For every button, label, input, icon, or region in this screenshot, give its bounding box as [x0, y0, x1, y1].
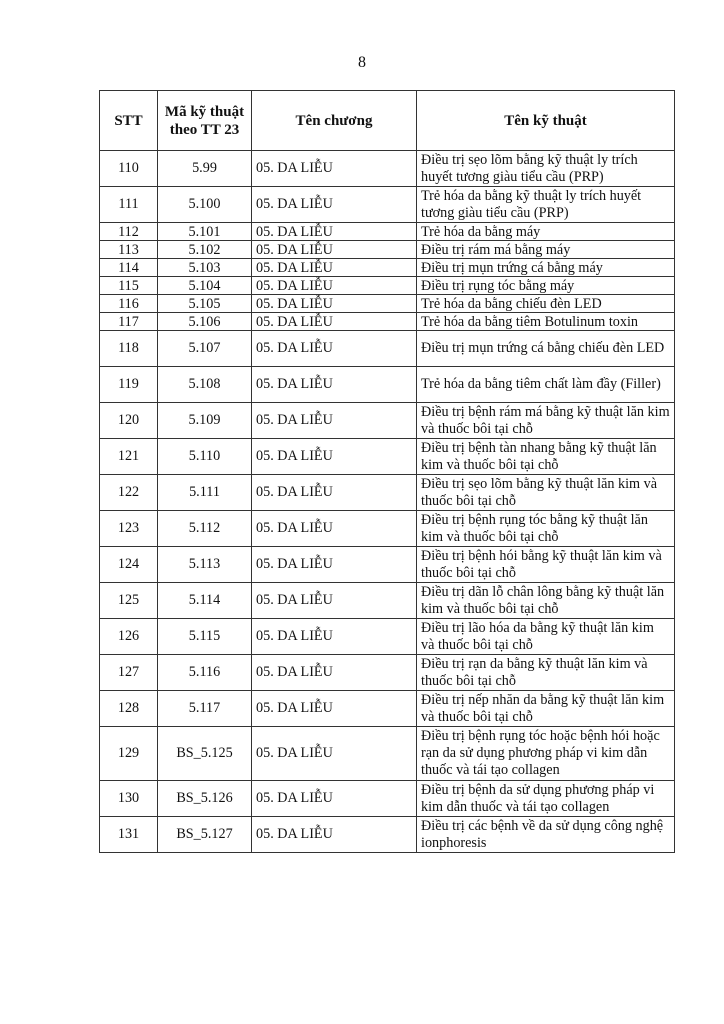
cell-chapter: 05. DA LIỄU [252, 223, 417, 241]
table-header-row [100, 91, 675, 151]
cell-chapter: 05. DA LIỄU [252, 781, 417, 817]
cell-code: 5.104 [158, 277, 252, 295]
cell-stt: 124 [100, 547, 158, 583]
table-row [100, 547, 675, 583]
cell-technique: Trẻ hóa da bằng tiêm chất làm đầy (Filler) [417, 367, 675, 403]
cell-technique: Trẻ hóa da bằng tiêm Botulinum toxin [417, 313, 675, 331]
cell-stt: 121 [100, 439, 158, 475]
cell-chapter: 05. DA LIỄU [252, 295, 417, 313]
cell-code: BS_5.125 [158, 727, 252, 781]
table-row [100, 691, 675, 727]
cell-code: 5.105 [158, 295, 252, 313]
cell-technique: Điều trị sẹo lõm bằng kỹ thuật lăn kim và thuốc bôi tại chỗ [417, 475, 675, 511]
cell-technique: Điều trị rạn da bằng kỹ thuật lăn kim và thuốc bôi tại chỗ [417, 655, 675, 691]
cell-stt: 123 [100, 511, 158, 547]
cell-stt: 119 [100, 367, 158, 403]
table-row [100, 619, 675, 655]
cell-stt: 118 [100, 331, 158, 367]
cell-technique: Điều trị mụn trứng cá bằng máy [417, 259, 675, 277]
table-row [100, 367, 675, 403]
table-row [100, 259, 675, 277]
table-row [100, 313, 675, 331]
cell-code: 5.110 [158, 439, 252, 475]
table-row [100, 331, 675, 367]
cell-stt: 113 [100, 241, 158, 259]
cell-stt: 129 [100, 727, 158, 781]
cell-stt: 114 [100, 259, 158, 277]
cell-chapter: 05. DA LIỄU [252, 331, 417, 367]
cell-code: 5.101 [158, 223, 252, 241]
table-row [100, 439, 675, 475]
cell-code: BS_5.126 [158, 781, 252, 817]
cell-technique: Điều trị bệnh da sử dụng phương pháp vi kim dẫn thuốc và tái tạo collagen [417, 781, 675, 817]
page-number: 8 [358, 54, 366, 71]
table-body [100, 151, 675, 853]
cell-stt: 112 [100, 223, 158, 241]
table-row [100, 511, 675, 547]
cell-code: 5.107 [158, 331, 252, 367]
cell-chapter: 05. DA LIỄU [252, 277, 417, 295]
table-row [100, 475, 675, 511]
cell-stt: 122 [100, 475, 158, 511]
table-row [100, 727, 675, 781]
cell-code: 5.108 [158, 367, 252, 403]
header-code: Mã kỹ thuật theo TT 23 [158, 91, 252, 151]
cell-code: 5.117 [158, 691, 252, 727]
cell-chapter: 05. DA LIỄU [252, 475, 417, 511]
cell-chapter: 05. DA LIỄU [252, 403, 417, 439]
cell-technique: Điều trị nếp nhăn da bằng kỹ thuật lăn kim và thuốc bôi tại chỗ [417, 691, 675, 727]
cell-technique: Điều trị bệnh rụng tóc bằng kỹ thuật lăn kim và thuốc bôi tại chỗ [417, 511, 675, 547]
cell-chapter: 05. DA LIỄU [252, 619, 417, 655]
cell-code: 5.116 [158, 655, 252, 691]
cell-stt: 130 [100, 781, 158, 817]
cell-code: 5.106 [158, 313, 252, 331]
cell-chapter: 05. DA LIỄU [252, 511, 417, 547]
cell-chapter: 05. DA LIỄU [252, 547, 417, 583]
cell-technique: Điều trị bệnh rám má bằng kỹ thuật lăn kim và thuốc bôi tại chỗ [417, 403, 675, 439]
table-row [100, 241, 675, 259]
cell-technique: Điều trị các bệnh về da sử dụng công nghệ ionphoresis [417, 817, 675, 853]
technique-table [99, 90, 675, 853]
cell-code: 5.102 [158, 241, 252, 259]
cell-stt: 126 [100, 619, 158, 655]
cell-technique: Trẻ hóa da bằng kỹ thuật ly trích huyết tương giàu tiểu cầu (PRP) [417, 187, 675, 223]
cell-chapter: 05. DA LIỄU [252, 187, 417, 223]
cell-chapter: 05. DA LIỄU [252, 817, 417, 853]
cell-code: 5.103 [158, 259, 252, 277]
cell-technique: Điều trị bệnh rụng tóc hoặc bệnh hói hoặc rạn da sử dụng phương pháp vi kim dẫn thuốc và tái tạo collagen [417, 727, 675, 781]
cell-chapter: 05. DA LIỄU [252, 727, 417, 781]
table-row [100, 151, 675, 187]
cell-stt: 125 [100, 583, 158, 619]
cell-chapter: 05. DA LIỄU [252, 241, 417, 259]
table-row [100, 781, 675, 817]
cell-code: 5.115 [158, 619, 252, 655]
cell-technique: Điều trị bệnh tàn nhang bằng kỹ thuật lăn kim và thuốc bôi tại chỗ [417, 439, 675, 475]
table-row [100, 403, 675, 439]
cell-technique: Trẻ hóa da bằng chiếu đèn LED [417, 295, 675, 313]
header-technique: Tên kỹ thuật [417, 91, 675, 151]
cell-code: 5.113 [158, 547, 252, 583]
cell-technique: Điều trị mụn trứng cá bằng chiếu đèn LED [417, 331, 675, 367]
cell-stt: 116 [100, 295, 158, 313]
cell-code: 5.114 [158, 583, 252, 619]
cell-stt: 117 [100, 313, 158, 331]
table-row [100, 295, 675, 313]
cell-chapter: 05. DA LIỄU [252, 655, 417, 691]
cell-technique: Điều trị rám má bằng máy [417, 241, 675, 259]
cell-technique: Điều trị rụng tóc bằng máy [417, 277, 675, 295]
table-row [100, 187, 675, 223]
cell-chapter: 05. DA LIỄU [252, 691, 417, 727]
cell-stt: 128 [100, 691, 158, 727]
cell-code: 5.112 [158, 511, 252, 547]
cell-chapter: 05. DA LIỄU [252, 439, 417, 475]
cell-code: 5.100 [158, 187, 252, 223]
table-row [100, 583, 675, 619]
cell-stt: 120 [100, 403, 158, 439]
cell-technique: Điều trị bệnh hói bằng kỹ thuật lăn kim và thuốc bôi tại chỗ [417, 547, 675, 583]
cell-code: BS_5.127 [158, 817, 252, 853]
cell-code: 5.111 [158, 475, 252, 511]
cell-technique: Điều trị sẹo lõm bằng kỹ thuật ly trích huyết tương giàu tiểu cầu (PRP) [417, 151, 675, 187]
cell-stt: 131 [100, 817, 158, 853]
table-row [100, 655, 675, 691]
cell-code: 5.99 [158, 151, 252, 187]
cell-technique: Trẻ hóa da bằng máy [417, 223, 675, 241]
header-stt: STT [100, 91, 158, 151]
cell-chapter: 05. DA LIỄU [252, 583, 417, 619]
header-chapter: Tên chương [252, 91, 417, 151]
cell-technique: Điều trị dãn lỗ chân lông bằng kỹ thuật lăn kim và thuốc bôi tại chỗ [417, 583, 675, 619]
cell-stt: 115 [100, 277, 158, 295]
cell-code: 5.109 [158, 403, 252, 439]
table-row [100, 817, 675, 853]
cell-chapter: 05. DA LIỄU [252, 313, 417, 331]
table-row [100, 223, 675, 241]
cell-stt: 127 [100, 655, 158, 691]
cell-stt: 110 [100, 151, 158, 187]
cell-chapter: 05. DA LIỄU [252, 151, 417, 187]
cell-technique: Điều trị lão hóa da bằng kỹ thuật lăn kim và thuốc bôi tại chỗ [417, 619, 675, 655]
cell-chapter: 05. DA LIỄU [252, 367, 417, 403]
cell-stt: 111 [100, 187, 158, 223]
cell-chapter: 05. DA LIỄU [252, 259, 417, 277]
table-row [100, 277, 675, 295]
